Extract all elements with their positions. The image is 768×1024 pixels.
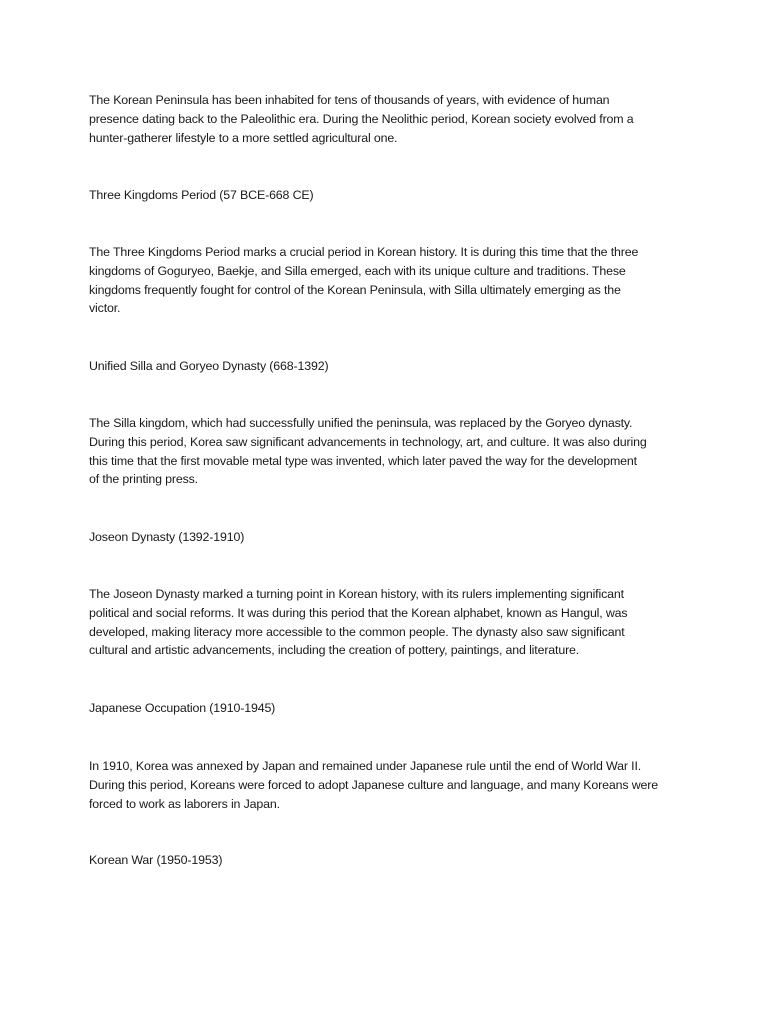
text-line: The Joseon Dynasty marked a turning point in Korean history, with its rulers implementing significant: [89, 587, 624, 601]
text-line: The Korean Peninsula has been inhabited for tens of thousands of years, with evidence of human: [89, 93, 610, 107]
text-line: The Silla kingdom, which had successfully unified the peninsula, was replaced by the Goryeo dynasty.: [89, 416, 633, 430]
text-line: Korean War (1950-1953): [89, 853, 223, 867]
text-line: Unified Silla and Goryeo Dynasty (668-1392): [89, 359, 329, 373]
heading-three-kingdoms: [89, 186, 689, 205]
paragraph-three-kingdoms: [89, 243, 689, 318]
heading-joseon: [89, 528, 689, 547]
text-line: During this period, Koreans were forced to adopt Japanese culture and language, and many Koreans were: [89, 777, 658, 792]
text-line: The Three Kingdoms Period marks a crucial period in Korean history. It is during this time that the three: [89, 245, 639, 259]
heading-unified-silla-goryeo: [89, 357, 689, 376]
text-line: cultural and artistic advancements, including the creation of pottery, paintings, and literature.: [89, 643, 580, 658]
paragraph-joseon: [89, 585, 689, 660]
heading-korean-war: [89, 851, 689, 870]
text-line: presence dating back to the Paleolithic era. During the Neolithic period, Korean society evolved from a: [89, 111, 634, 126]
text-line: kingdoms of Goguryeo, Baekje, and Silla emerged, each with its unique culture and traditions. These: [89, 263, 626, 278]
text-line: political and social reforms. It was during this period that the Korean alphabet, known as Hangul, was: [89, 605, 628, 620]
text-line: hunter-gatherer lifestyle to a more settled agricultural one.: [89, 130, 398, 145]
paragraph-unified-silla-goryeo: [89, 414, 689, 489]
heading-japanese-occupation: [89, 699, 689, 718]
text-line: kingdoms frequently fought for control of the Korean Peninsula, with Silla ultimately emerging as the: [89, 282, 621, 297]
text-line: In 1910, Korea was annexed by Japan and remained under Japanese rule until the end of World War II.: [89, 759, 642, 773]
text-line: Japanese Occupation (1910-1945): [89, 701, 276, 715]
text-line: victor.: [89, 301, 121, 316]
text-line: Joseon Dynasty (1392-1910): [89, 530, 245, 544]
paragraph-intro: [89, 91, 689, 147]
text-line: During this period, Korea saw significant advancements in technology, art, and culture. It was also during: [89, 434, 647, 449]
text-line: this time that the first movable metal type was invented, which later paved the way for the development: [89, 453, 637, 468]
text-line: forced to work as laborers in Japan.: [89, 796, 280, 811]
paragraph-japanese-occupation: [89, 757, 689, 813]
text-line: Three Kingdoms Period (57 BCE-668 CE): [89, 188, 314, 202]
text-line: developed, making literacy more accessible to the common people. The dynasty also saw significant: [89, 624, 625, 639]
text-line: of the printing press.: [89, 472, 198, 487]
